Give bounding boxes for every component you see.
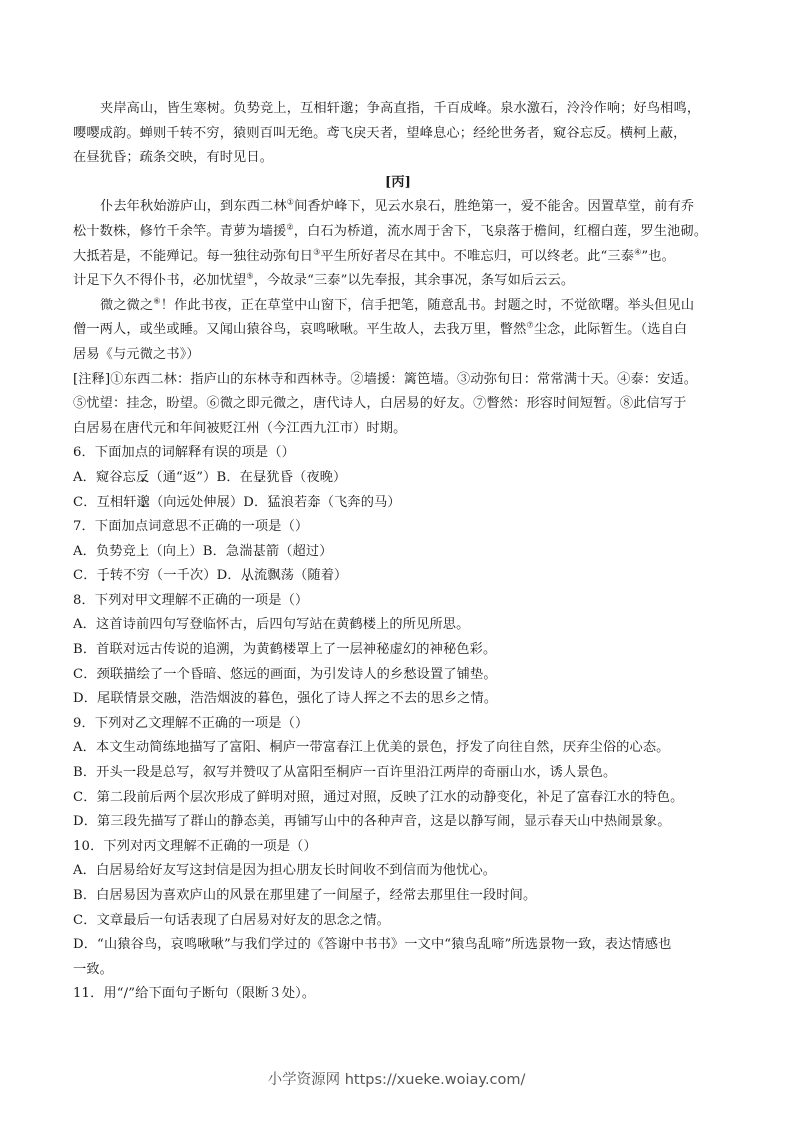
footnote-ref: ③ — [313, 247, 321, 257]
emphasis-char: 昼 — [253, 469, 267, 485]
footnote-ref: ⑦ — [526, 320, 534, 330]
text: ，今故录“三泰”以先奉报，其余事况，条写如后云云。 — [253, 273, 575, 289]
text: A．负势竞 — [73, 543, 137, 559]
text-line — [73, 245, 723, 270]
text: ！作此书夜，正在草堂中山窗下，信手把笔，随意乱书。封题之时，不觉欲曙。举头但见山 — [160, 297, 695, 313]
question-6-stem: 6．下面加点的词解释有误的项是（） — [73, 445, 295, 461]
question-9-option-c: C．第二段前后两个层次形成了鲜明对照，通过对照，反映了江水的动静变化，补足了富春江水的特色。 — [73, 789, 684, 805]
text: 大抵若是，不能殚记。每一独往动弥旬日 — [73, 248, 314, 264]
footnote-ref: ⑥ — [153, 296, 161, 306]
section-heading-bing: [丙] — [384, 174, 412, 190]
text: （飞奔的马） — [320, 494, 401, 510]
emphasis-char: 邈 — [136, 494, 150, 510]
question-10-option-d: D．“山猿谷鸟，哀鸣啾啾”与我们学过的《答谢中书书》一文中“猿鸟乱啼”所选景物一致，表达情感也 — [73, 937, 672, 953]
text: 箭（超过） — [265, 543, 333, 559]
question-11-stem: 11．用“/”给下面句子断句（限断３处）。 — [73, 986, 316, 1002]
question-10-option-d-cont: 一致。 — [73, 961, 114, 977]
text: C．互相轩 — [73, 494, 137, 510]
question-10-option-c: C．文章最后一句话表现了白居易对好友的思念之情。 — [73, 912, 391, 928]
question-6-options-cd — [73, 491, 723, 516]
text: （通“返”）B．在 — [149, 469, 254, 485]
question-8-stem: 8．下列对甲文理解不正确的一项是（） — [73, 592, 309, 608]
question-9-option-a: A．本文生动简练地描写了富阳、桐庐一带富春江上优美的景色，抒发了向往自然，厌弃尘俗的心态。 — [73, 740, 670, 756]
question-8-option-c: C．颈联描绘了一个昏暗、悠远的画面，为引发诗人的乡愁设置了铺垫。 — [73, 666, 497, 682]
emphasis-char: 千 — [96, 568, 110, 584]
footer-watermark: 小学资源网 https://xueke.woiay.com/ — [267, 1072, 526, 1088]
question-6-options-ab — [73, 466, 723, 491]
text: 仆去年秋始游庐山，到东西二林 — [100, 199, 287, 215]
question-9-option-b: B．开头一段是总写，叙写并赞叹了从富阳至桐庐一百许里沿江两岸的奇丽山水，诱人景色。 — [73, 765, 617, 781]
footnote-ref: ② — [286, 222, 294, 232]
text-line: 在昼犹昏；疏条交映，有时见日。 — [73, 150, 274, 166]
text-line: 嘤嘤成韵。蝉则千转不穷，猿则百叫无绝。鸢飞戾天者，望峰息心；经纶世务者，窥谷忘反。横柯上蔽， — [73, 125, 687, 141]
question-10-option-b: B．白居易因为喜欢庐山的风景在那里建了一间屋子，经常去那里住一段时间。 — [73, 888, 537, 903]
question-8-option-d: D．尾联情景交融，浩浩烟波的暮色，强化了诗人挥之不去的思乡之情。 — [73, 691, 498, 707]
text-line — [73, 318, 723, 343]
emphasis-char: 奔 — [307, 494, 321, 510]
text: ”也。 — [641, 248, 675, 264]
text-line — [73, 195, 723, 220]
emphasis-char: 反 — [136, 469, 150, 485]
text: 微之微之 — [100, 297, 154, 313]
text: 转不穷（一千次）D． — [109, 568, 241, 584]
text-line — [73, 220, 723, 245]
footnote-ref: ① — [286, 197, 295, 207]
text-line — [73, 294, 723, 319]
text: 尘念，此际暂生。（选自白 — [533, 322, 688, 338]
text: 平生所好者尽在其中。不唯忘归，可以终老。此“三泰 — [320, 248, 635, 264]
text: 松十数株，修竹千余竿。青萝为墙援 — [73, 223, 287, 239]
annotation-line: ⑤忧望：挂念，盼望。⑥微之即元微之，唐代诗人，白居易的好友。⑦瞥然：形容时间短暂。⑧此信写于 — [73, 396, 687, 412]
question-7-options-ab — [73, 540, 723, 565]
document-page — [73, 97, 723, 1007]
footnote-ref: ④ — [634, 247, 642, 257]
text-line: 居易《与元微之书》） — [73, 346, 200, 362]
question-9-stem: 9．下列对乙文理解不正确的一项是（） — [73, 715, 309, 731]
question-10-stem: 10．下列对丙文理解不正确的一项是（） — [73, 838, 317, 854]
question-7-options-cd — [73, 564, 723, 589]
text: 计足下久不得仆书，必加忧望 — [73, 273, 247, 289]
annotation-line: 白居易在唐代元和年间被贬江州（今江西九江市）时期。 — [73, 420, 407, 436]
text: ，白石为桥道，流水周于舍下，飞泉落于檐间，红榴白莲，罗生池砌。 — [293, 223, 708, 239]
text-line — [73, 269, 723, 294]
text: C． — [73, 568, 97, 584]
text: 犹昏（夜晚） — [266, 469, 347, 485]
question-7-stem: 7．下面加点词意思不正确的一项是（） — [73, 519, 309, 535]
text: 僧一两人，或坐或睡。又闻山猿谷鸟，哀鸣啾啾。平生故人，去我万里，瞥然 — [73, 322, 527, 338]
text: A．窥谷忘 — [73, 469, 137, 485]
text-line: 夹岸高山，皆生寒树。负势竞上，互相轩邈；争高直指，千百成峰。泉水激石，泠泠作响；好鸟相鸣， — [100, 101, 701, 116]
text: （向上）B．急湍 — [149, 543, 253, 559]
question-8-option-b: B．首联对远古传说的追溯，为黄鹤楼罩上了一层神秘虚幻的神秘色彩。 — [73, 642, 497, 658]
question-9-option-d: D．第三段先描写了群山的静态美，再铺写山中的各种声音，这是以静写闹，显示春天山中热闹景象。 — [73, 814, 671, 830]
footnote-ref: ⑤ — [246, 271, 254, 281]
text: （向远处伸展）D．猛浪若 — [149, 494, 308, 510]
question-8-option-a: A．这首诗前四句写登临怀古，后四句写站在黄鹤楼上的所见所思。 — [73, 617, 470, 633]
question-10-option-a: A．白居易给好友写这封信是因为担心朋友长时间收不到信而为他忧心。 — [73, 863, 497, 879]
emphasis-char: 上 — [136, 543, 150, 559]
text: 间香炉峰下，见云水泉石，胜绝第一，爱不能舍。因置草堂，前有乔 — [294, 199, 695, 215]
emphasis-char: 甚 — [252, 543, 266, 559]
emphasis-char: 从 — [240, 568, 255, 584]
text: 流飘荡（随着） — [254, 568, 348, 584]
annotation-line: [注释]①东西二林：指庐山的东林寺和西林寺。②墙援：篱笆墙。③动弥旬日：常常满十天。④泰：安适。 — [73, 371, 698, 387]
